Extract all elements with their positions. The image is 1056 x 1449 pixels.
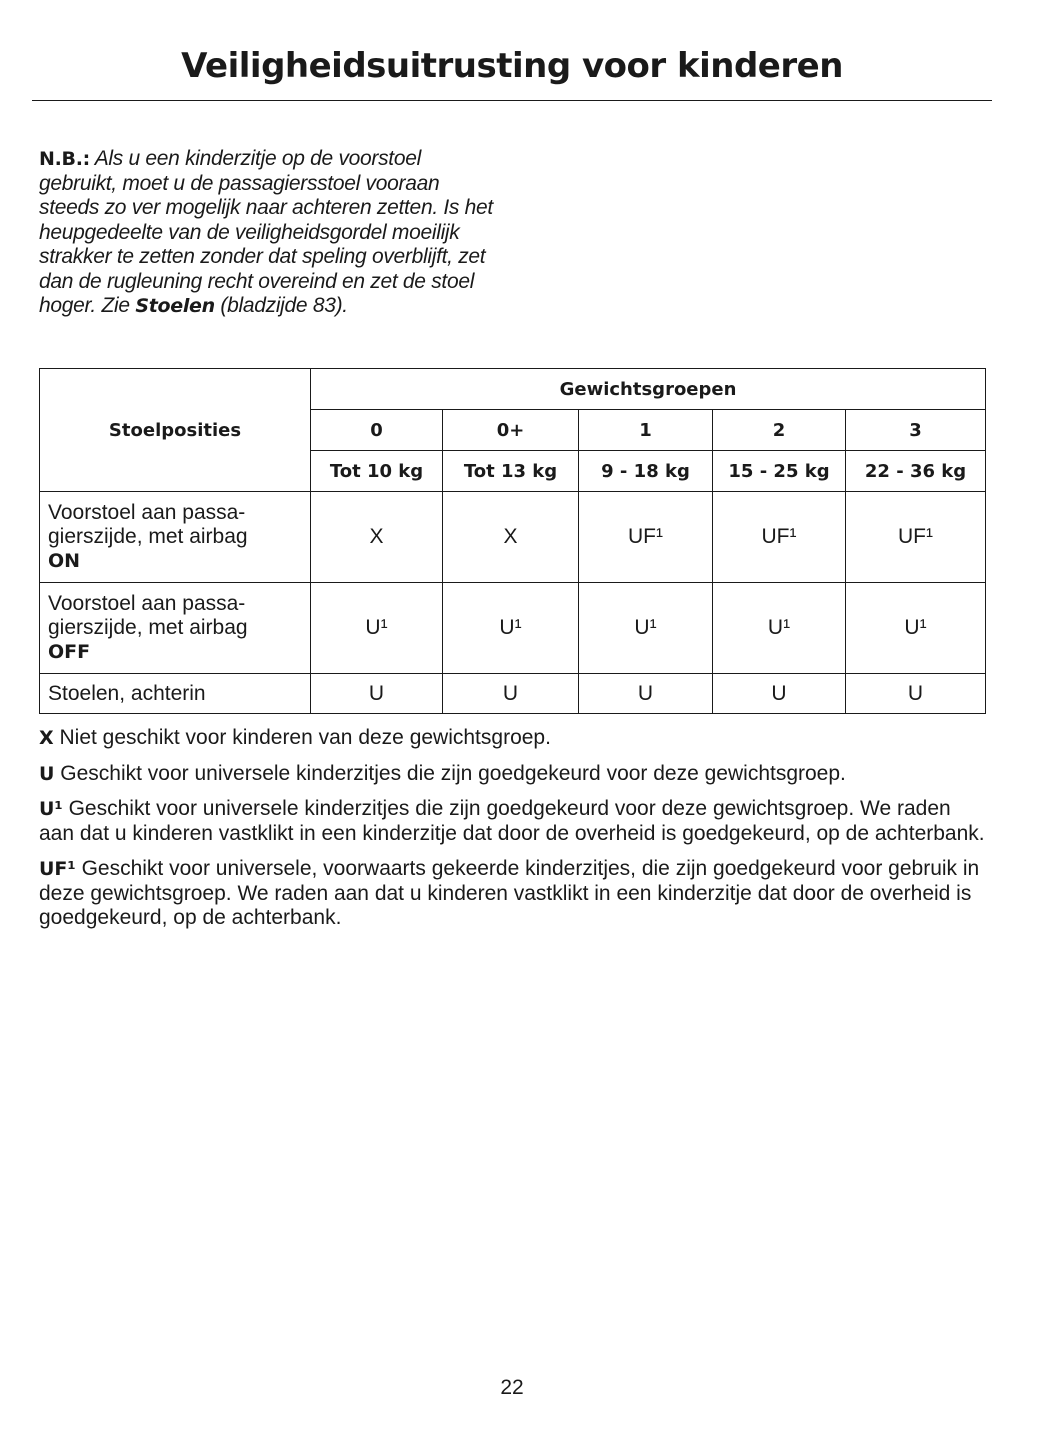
note-text: Als u een kinderzitje op de voorstoel gebruikt, moet u de passagiersstoel vooraan steeds zo ver mogelijk naar achteren zetten. Is het heupgedeelte van de veiligheidsgordel moeilijk strakker te zetten zonder dat speling overblijft, zet dan de rugleuning recht overeind en zet de stoel hoger. Zie (39, 147, 493, 317)
seat-compatibility-table (39, 368, 986, 714)
legend-key: U (39, 762, 55, 785)
note-label: N.B.: (39, 148, 90, 170)
table-cell: U (713, 674, 846, 714)
weight-cell: Tot 13 kg (443, 451, 579, 492)
row-label (40, 674, 311, 714)
legend-key: U¹ (39, 798, 63, 820)
row-label (40, 583, 311, 674)
legend-text: Geschikt voor universele, voorwaarts gekeerde kinderzitjes, die zijn goedgekeurd voor gebruik in deze gewichtsgroep. We raden aan dat u kinderen vastklikt in een kinderzitje dat door de overheid is goedgekeurd, op de achterbank. (39, 857, 980, 929)
table-cell: U¹ (311, 583, 443, 674)
group-cell: 0 (311, 410, 443, 451)
table-cell: U¹ (443, 583, 579, 674)
weight-cell: Tot 10 kg (311, 451, 443, 492)
title-divider (32, 100, 992, 101)
weight-cell: 15 - 25 kg (713, 451, 846, 492)
table-cell: UF¹ (579, 492, 713, 583)
table-cell: U (311, 674, 443, 714)
group-cell: 0+ (443, 410, 579, 451)
table-cell: U (443, 674, 579, 714)
legend (39, 726, 989, 942)
weight-cell: 22 - 36 kg (846, 451, 986, 492)
page-title: Veiligheidsuitrusting voor kinderen (181, 46, 843, 86)
seat-positions-header: Stoelposities (40, 369, 311, 492)
table-cell: U (579, 674, 713, 714)
table-cell: X (311, 492, 443, 583)
legend-item (39, 762, 989, 787)
seat-position-label: Voorstoel aan passa-gierszijde, met airbag (48, 501, 248, 548)
seat-position-label: Voorstoel aan passa-gierszijde, met airbag (48, 592, 248, 639)
group-cell: 3 (846, 410, 986, 451)
group-cell: 2 (713, 410, 846, 451)
table-cell: U¹ (846, 583, 986, 674)
legend-item (39, 797, 989, 846)
row-label (40, 492, 311, 583)
legend-item (39, 857, 989, 931)
table-cell: U (846, 674, 986, 714)
legend-text: Niet geschikt voor kinderen van deze gewichtsgroep. (59, 726, 551, 749)
legend-item (39, 726, 989, 751)
legend-text: Geschikt voor universele kinderzitjes die zijn goedgekeurd voor deze gewichtsgroep. We raden aan dat u kinderen vastklikt in een kinderzitje dat door de overheid is goedgekeurd, op de achterbank. (39, 797, 985, 845)
legend-key: X (39, 727, 54, 749)
table-row (40, 674, 986, 714)
table-cell: X (443, 492, 579, 583)
table-cell: U¹ (579, 583, 713, 674)
table-cell: U¹ (713, 583, 846, 674)
airbag-status: OFF (48, 641, 91, 663)
table-row (40, 583, 986, 674)
legend-text: Geschikt voor universele kinderzitjes die zijn goedgekeurd voor deze gewichtsgroep. (60, 761, 846, 785)
legend-key: UF¹ (39, 858, 76, 880)
page-number: 22 (500, 1376, 524, 1399)
note-ref-page: (bladzijde 83). (220, 294, 348, 317)
table-header-row (40, 369, 986, 410)
table-cell: UF¹ (713, 492, 846, 583)
seat-position-label: Stoelen, achterin (48, 681, 206, 705)
table-row (40, 492, 986, 583)
weight-cell: 9 - 18 kg (579, 451, 713, 492)
note-ref-link[interactable]: Stoelen (135, 295, 215, 317)
weight-groups-header: Gewichtsgroepen (311, 369, 986, 410)
table-cell: UF¹ (846, 492, 986, 583)
group-cell: 1 (579, 410, 713, 451)
note-paragraph (39, 147, 499, 319)
airbag-status: ON (48, 550, 81, 572)
